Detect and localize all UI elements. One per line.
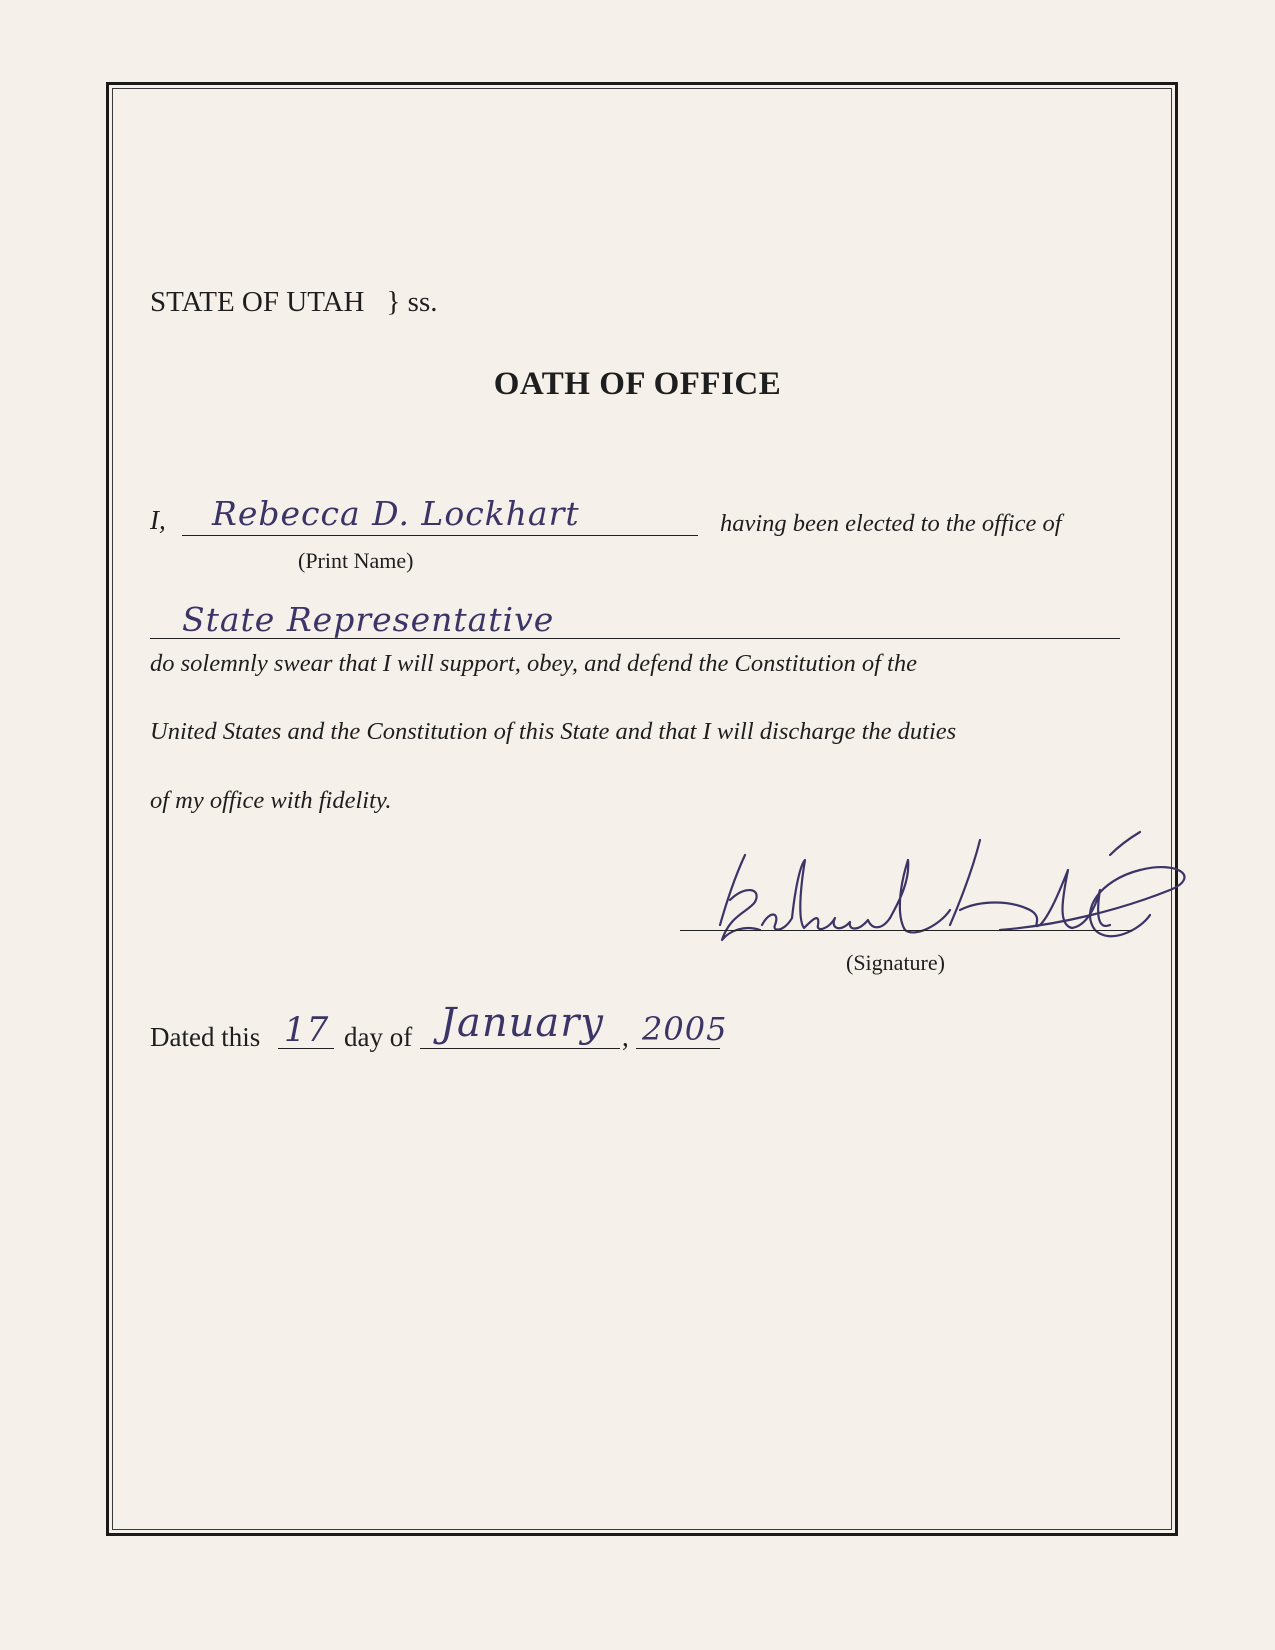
handwritten-month: January bbox=[440, 1000, 604, 1046]
state-heading bbox=[150, 286, 437, 319]
comma: , bbox=[622, 1022, 629, 1052]
month-line bbox=[420, 1048, 620, 1049]
ss-mark: } ss. bbox=[386, 286, 438, 318]
oath-line-3: of my office with fidelity. bbox=[150, 787, 392, 814]
oath-line-1: do solemnly swear that I will support, obey, and defend the Constitution of the bbox=[150, 650, 917, 677]
handwritten-office: State Representative bbox=[182, 600, 555, 639]
handwritten-year: 2005 bbox=[642, 1010, 728, 1048]
elected-text: having been elected to the office of bbox=[720, 510, 1062, 537]
state-line: STATE OF UTAH bbox=[150, 286, 365, 318]
signature-graphic bbox=[700, 830, 1200, 980]
day-of-text: day of bbox=[344, 1022, 413, 1052]
i-label: I, bbox=[150, 505, 166, 535]
print-name-caption: (Print Name) bbox=[298, 548, 414, 573]
oath-line-2: United States and the Constitution of this State and that I will discharge the duties bbox=[150, 718, 957, 745]
handwritten-day: 17 bbox=[284, 1010, 330, 1050]
year-line bbox=[636, 1048, 720, 1049]
handwritten-name: Rebecca D. Lockhart bbox=[212, 494, 580, 533]
signature-caption: (Signature) bbox=[846, 950, 945, 975]
signature-line bbox=[680, 930, 1132, 931]
dated-prefix: Dated this bbox=[150, 1022, 261, 1052]
name-line bbox=[182, 535, 698, 536]
document-title: OATH OF OFFICE bbox=[493, 366, 782, 402]
